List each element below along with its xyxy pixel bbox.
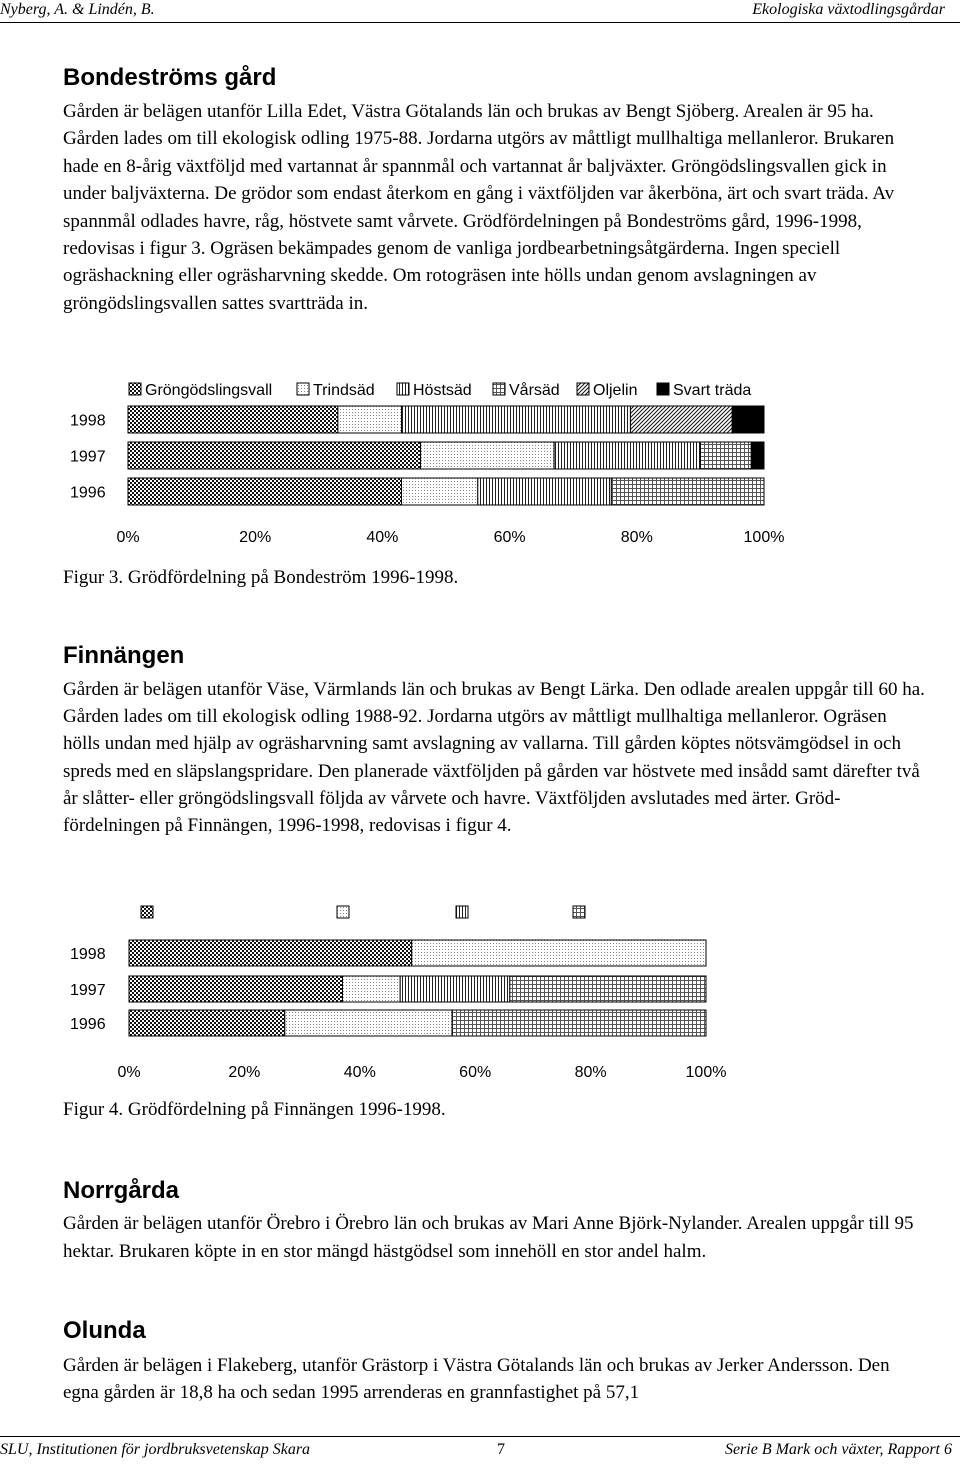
section-title-norrgarda: Norrgårda — [63, 1177, 180, 1204]
running-header-authors: Nyberg, A. & Lindén, B. — [0, 1, 155, 18]
x-tick-label: 80% — [574, 1064, 607, 1081]
legend-swatch-trinds-d — [337, 906, 349, 918]
x-tick-label: 60% — [493, 529, 526, 546]
bar-segment-1996-gr-ng-dslingsvall — [129, 1010, 285, 1036]
category-label-1997: 1997 — [70, 448, 106, 466]
footer-series: Serie B Mark och växter, Rapport 6 — [724, 1441, 952, 1458]
x-tick-label: 80% — [620, 529, 653, 546]
legend-label-trinds-d: Trindsäd — [313, 382, 375, 399]
category-label-1998: 1998 — [70, 412, 106, 430]
bar-segment-1997-gr-ng-dslingsvall — [128, 442, 421, 469]
category-label-1996: 1996 — [70, 484, 106, 502]
x-tick-label: 40% — [343, 1064, 376, 1081]
bar-segment-1996-gr-ng-dslingsvall — [128, 478, 401, 505]
bar-segment-1997-v-rs-d — [510, 976, 706, 1002]
x-tick-label: 100% — [685, 1064, 727, 1081]
legend-label-v-rs-d: Vårsäd — [509, 382, 560, 399]
section-text-norrgarda: Gården är belägen utanför Örebro i Örebro län och brukas av Mari Anne Björk-Nylander. Arealen uppgår till 95 hektar. Brukaren köpte in en stor mängd hästgödsel som innehöll en stor andel halm. — [63, 1213, 914, 1262]
legend-swatch-v-rs-d — [493, 383, 505, 395]
running-header-title: Ekologiska växtodlingsgårdar — [752, 1, 945, 18]
legend-label-h-sts-d: Höstsäd — [413, 382, 472, 399]
bar-segment-1997-svart-tr-da — [751, 442, 764, 469]
section-title-finnangen: Finnängen — [63, 642, 185, 669]
legend-swatch-svart-tr-da — [657, 383, 669, 395]
x-tick-label: 100% — [743, 529, 785, 546]
x-tick-label: 0% — [116, 529, 140, 546]
bar-segment-1996-v-rs-d — [452, 1010, 706, 1036]
section-text-finnangen: Gården är belägen utanför Väse, Värmlands län och brukas av Bengt Lärka. Den odlade arealen uppgår till 60 ha. Gården lades om till ekologisk odling 1988-92. Jordarna utgörs av måttligt mullhaltiga mellanleror. Ogräsen hölls undan med hjälp av ogräsharvning samt avslagning av vallarna. Till gården köptes nötsvämgödsel in och spreds med en släpslangspridare. Den planerade växtföljden på gården var höstvete med insådd samt därefter två år slåtter- eller gröngödslingsvall följda av vårvete och havre. Växtföljden avslutades med ärter. Gröd-fördelningen på Finnängen, 1996-1998, redovisas i figur 4. — [63, 679, 925, 837]
legend-swatch-h-sts-d — [397, 383, 409, 395]
legend-swatch-v-rs-d — [573, 906, 585, 918]
figure-3-chart — [0, 372, 960, 552]
category-label-1996: 1996 — [70, 1016, 106, 1033]
legend-label-oljelin: Oljelin — [593, 382, 638, 399]
bar-segment-1996-v-rs-d — [611, 478, 764, 505]
bar-segment-1998-trinds-d — [412, 940, 706, 966]
legend-swatch-trinds-d — [297, 383, 309, 395]
x-tick-label: 20% — [228, 1064, 261, 1081]
legend-swatch-gr-ng-dslingsvall — [129, 383, 141, 395]
legend-swatch-gr-ng-dslingsvall — [141, 906, 153, 918]
x-tick-label: 0% — [117, 1064, 141, 1081]
footer-rule — [0, 1436, 960, 1437]
bar-segment-1997-h-sts-d — [400, 976, 510, 1002]
legend-swatch-oljelin — [577, 383, 589, 395]
bar-segment-1998-gr-ng-dslingsvall — [128, 406, 338, 433]
bar-segment-1998-trinds-d — [338, 406, 402, 433]
footer-institution: SLU, Institutionen för jordbruksvetenskap Skara — [0, 1441, 311, 1458]
bar-segment-1998-gr-ng-dslingsvall — [129, 940, 412, 966]
bar-segment-1997-gr-ng-dslingsvall — [129, 976, 342, 1002]
bar-segment-1996-trinds-d — [285, 1010, 452, 1036]
bar-segment-1997-trinds-d — [342, 976, 400, 1002]
legend-label-svart-tr-da: Svart träda — [673, 382, 752, 399]
category-label-1997: 1997 — [70, 982, 106, 999]
bar-segment-1998-svart-tr-da — [732, 406, 764, 433]
legend-swatch-h-sts-d — [456, 906, 468, 918]
section-text-bondestroms: Gården är belägen utanför Lilla Edet, Västra Götalands län och brukas av Bengt Sjöberg. Arealen är 95 ha. Gården lades om till ekologisk odling 1975-88. Jordarna utgörs av måttligt mullhaltiga mellanleror. Brukaren hade en 8-årig växtföljd med vartannat år spannmål och vartannat år baljväxter. Gröngödslingsvallen gick in under baljväxterna. De grödor som endast återkom en gång i växtföljden var åkerböna, ärt och svart träda. Av spannmål odlades havre, råg, höstvete samt vårvete. Grödfördelningen på Bondeströms gård, 1996-1998, redovisas i figur 3. Ogräsen bekämpades genom de vanliga jordbearbetningsåtgärderna. Ingen speciell ogräshackning eller ogräsharvning skedde. Om rotogräsen inte hölls undan genom avslagningen av gröngödslingsvallen sattes svartträda in. — [63, 101, 895, 314]
category-label-1998: 1998 — [70, 946, 106, 963]
figure-3-caption: Figur 3. Grödfördelning på Bondeström 1996-1998. — [63, 567, 459, 588]
page-number: 7 — [497, 1441, 505, 1458]
bar-segment-1996-h-sts-d — [478, 478, 612, 505]
bar-segment-1997-v-rs-d — [700, 442, 751, 469]
figure-4-chart — [0, 900, 960, 1090]
section-text-olunda: Gården är belägen i Flakeberg, utanför Grästorp i Västra Götalands län och brukas av Jerker Andersson. Den egna gården är 18,8 ha och sedan 1995 arrenderas en grannfastighet på 57,1 — [63, 1355, 890, 1403]
x-tick-label: 20% — [239, 529, 272, 546]
header-rule — [0, 22, 960, 23]
section-title-bondestroms: Bondeströms gård — [63, 64, 277, 91]
bar-segment-1997-h-sts-d — [554, 442, 700, 469]
x-tick-label: 60% — [459, 1064, 492, 1081]
bar-segment-1997-trinds-d — [421, 442, 555, 469]
legend-label-gr-ng-dslingsvall: Gröngödslingsvall — [145, 382, 273, 399]
bar-segment-1996-trinds-d — [401, 478, 477, 505]
bar-segment-1998-h-sts-d — [401, 406, 630, 433]
figure-4-caption: Figur 4. Grödfördelning på Finnängen 1996-1998. — [63, 1099, 446, 1120]
x-tick-label: 40% — [366, 529, 399, 546]
bar-segment-1998-oljelin — [630, 406, 732, 433]
section-title-olunda: Olunda — [63, 1317, 146, 1344]
